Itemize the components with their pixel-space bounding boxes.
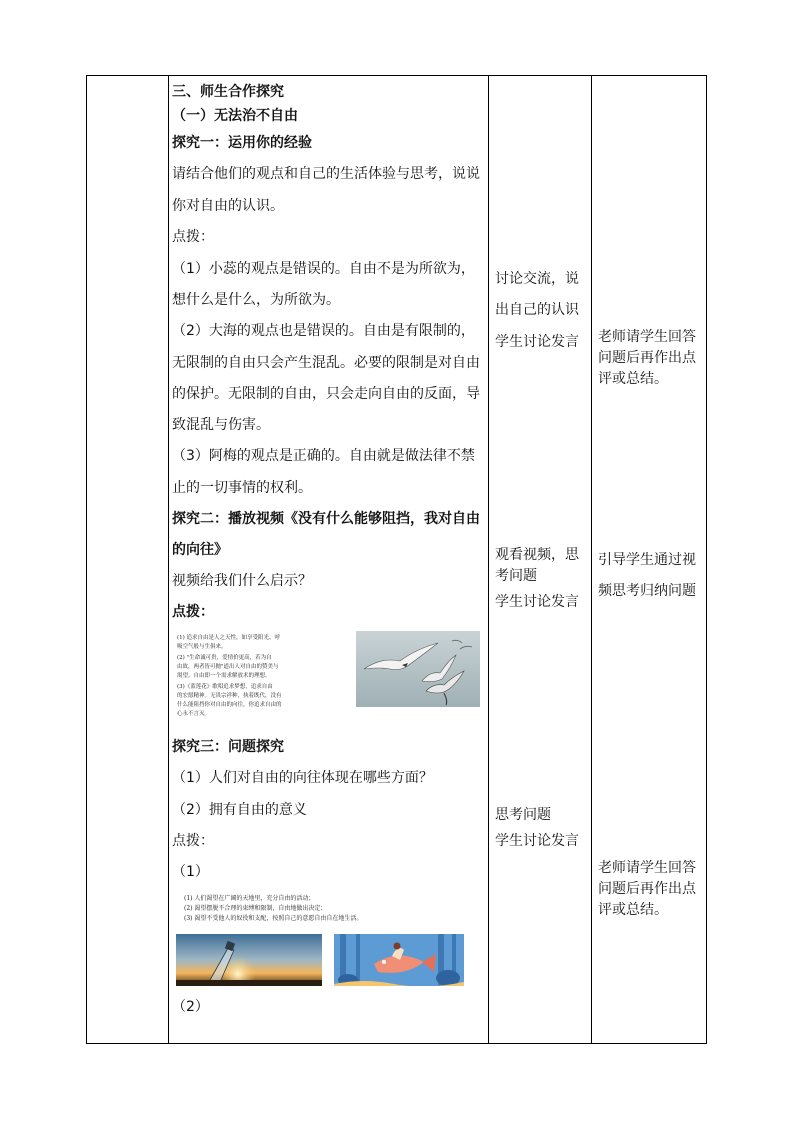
student-activity: 观看视频，思: [495, 547, 579, 563]
teacher-activity: 引导学生通过视: [598, 552, 696, 568]
slide-text-line: 心永不言灭。: [177, 711, 211, 717]
student-activity: 学生讨论发言: [495, 334, 579, 350]
point-2: （2）大海的观点也是错误的。自由是有限制的，: [172, 323, 475, 339]
teacher-activity: 老师请学生回答: [598, 860, 696, 876]
slide-text-line: (3)《蓝莲花》歌唱追求梦想，追求自由: [177, 684, 273, 690]
slide-text-line: (2) 渴望摆脱不合理的束缚和限制，自由地做出决定；: [184, 905, 327, 912]
inquiry1-prompt: 请结合他们的观点和自己的生活体验与思考，说说: [172, 166, 480, 182]
slide-text-line: 吸空气般与生俱来。: [177, 644, 227, 650]
student-activity: 思考问题: [495, 807, 551, 823]
slide-text-image: [180, 892, 480, 926]
hint-label: 点拨：: [172, 229, 214, 245]
teacher-activity: 问题后再作出点: [598, 350, 696, 366]
student-activity: 出自己的认识: [495, 302, 579, 318]
slide-text-line: (3) 渴望不受他人的奴役和支配，按照自己的意愿自由自在地生活。: [184, 915, 363, 922]
student-activity-column: [495, 0, 591, 1123]
student-activity: 讨论交流，说: [495, 271, 579, 287]
slide-text-line: 什么能阻挡你对自由的向往，你追求自由的: [177, 702, 282, 708]
teacher-activity: 频思考归纳问题: [598, 583, 696, 599]
seagulls-photo: [356, 631, 480, 707]
point-2: 致混乱与伤害。: [172, 417, 270, 433]
point-3: （3）阿梅的观点是正确的。自由就是做法律不禁: [172, 448, 475, 464]
teacher-activity: 问题后再作出点: [598, 881, 696, 897]
teacher-activity: 评或总结。: [598, 902, 668, 918]
student-activity: 学生讨论发言: [495, 833, 579, 849]
teacher-activity: 评或总结。: [598, 371, 668, 387]
column-divider: [591, 76, 592, 1043]
girl-fish-illustration: [334, 934, 464, 986]
answer-label: （2）: [172, 999, 209, 1015]
point-1: 想什么是什么，为所欲为。: [172, 292, 340, 308]
inquiry1-title: 探究一：运用你的经验: [172, 135, 312, 151]
inquiry2-title: 的向往》: [172, 542, 228, 558]
hint-label: 点拨：: [172, 833, 214, 849]
slide-text-line: 由故，两者皆可抛"道出人对自由的赞美与: [177, 664, 279, 670]
point-3: 止的一切事情的权利。: [172, 480, 312, 496]
point-2: 无限制的自由只会产生混乱。必要的限制是对自由: [172, 355, 480, 371]
hint-label: 点拨：: [172, 604, 214, 620]
inquiry3-question: （2）拥有自由的意义: [172, 802, 307, 818]
point-1: （1）小蕊的观点是错误的。自由不是为所欲为，: [172, 261, 475, 277]
slide-text-line: (1) 追求自由是人之天性，如享受阳光、呼: [177, 635, 281, 641]
inquiry3-title: 探究三：问题探究: [172, 739, 284, 755]
inquiry3-question: （1）人们对自由的向往体现在哪些方面？: [172, 770, 433, 786]
subsection-title: （一）无法治不自由: [172, 108, 298, 124]
point-2: 的保护。无限制的自由，只会走向自由的反面，导: [172, 386, 480, 402]
slide-text-line: 的宏愿精神。无畏宗祥种，执着既代，没有: [177, 693, 282, 699]
slide-text-image: [174, 632, 338, 722]
content-column: [172, 0, 488, 1123]
sunset-bottle-photo: [176, 934, 322, 986]
teacher-activity: 老师请学生回答: [598, 329, 696, 345]
student-activity: 学生讨论发言: [495, 594, 579, 610]
slide-text-line: (1) 人们渴望在广阔的天地里，充分自由的活动；: [184, 895, 315, 902]
column-divider: [168, 76, 169, 1043]
slide-text-line: (2) "生命诚可贵，爱情价更高，若为自: [177, 655, 272, 661]
inquiry2-title: 探究二：播放视频《没有什么能够阻挡，我对自由: [172, 511, 480, 527]
section-title: 三、师生合作探究: [172, 84, 284, 100]
student-activity: 考问题: [495, 568, 537, 584]
slide-text-line: 渴望。自由即一个需求解放术的理想。: [177, 673, 271, 679]
inquiry2-question: 视频给我们什么启示？: [172, 573, 312, 589]
teacher-activity-column: [598, 0, 704, 1123]
inquiry1-prompt: 你对自由的认识。: [172, 198, 284, 214]
answer-label: （1）: [172, 864, 209, 880]
column-divider: [488, 76, 489, 1043]
